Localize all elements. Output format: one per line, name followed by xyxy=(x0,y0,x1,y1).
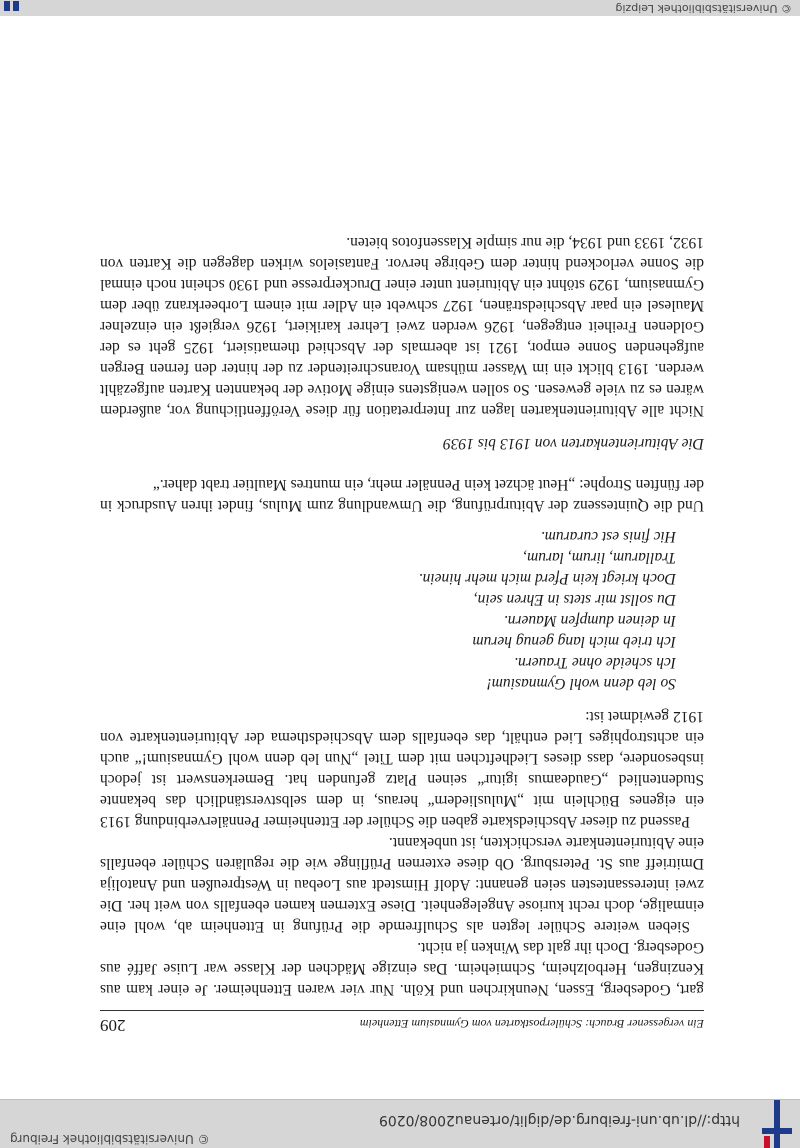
document-url[interactable]: http://dl.ub.uni-freiburg.de/diglit/ortenau2008/0209 xyxy=(378,1112,740,1128)
poem xyxy=(100,526,676,694)
poem-line: Du sollst mir stets in Ehren sein, xyxy=(473,591,676,608)
copyright-notice: © Universitätsbibliothek Freiburg xyxy=(10,1132,210,1146)
poem-line: Doch kriegt kein Pferd mich mehr hinein. xyxy=(418,570,676,587)
viewer-footer xyxy=(0,0,800,16)
paragraph: Sieben weitere Schüler legten als Schulfremde die Prüfung in Ettenheim ab, wohl eine einmalige, doch recht kuriose Angelegenheit. Diese Externen kamen ebenfalls von weit her. Die zwei interessantesten seien genannt: Adolf Himstedt aus Loebau in Westpreußen und Anatolija Dmitrieff aus St. Petersburg. Ob diese externen Prüflinge wie die regulären Schüler ebenfalls eine Abiturientenkarte verschickten, ist unbekannt. xyxy=(100,834,704,935)
poem-line: Trallarum, lirum, larum, xyxy=(523,549,676,566)
poem-line: Hic finis est curarum. xyxy=(540,528,676,545)
page-content xyxy=(100,232,704,1036)
running-head-title: Ein vergessener Brauch: Schülerpostkarten vom Gymnasium Ettenheim xyxy=(359,1017,704,1031)
footer-logo xyxy=(4,0,22,14)
poem-line: Ich trieb mich lang genug herum xyxy=(472,633,676,650)
paragraph: Passend zu dieser Abschiedskarte gaben die Schüler der Ettenheimer Pennälerverbindung 1913 ein eigenes Büchlein mit „Mulusliedern“ heraus, in dem selbstverständlich das bekannte Studentenlied „Gaudeamus igitur“ seinen Platz gefunden hat. Bemerkenswert ist jedoch insbesondere, dass dieses Liedheftchen mit dem Titel „Nun leb denn wohl Gymnasium!“ auch ein achtstrophiges Lied enthält, das ebenfalls dem Abschiedsthema der Abiturientenkarte von 1912 gewidmet ist: xyxy=(100,708,704,830)
viewer-header xyxy=(0,1099,800,1148)
poem-line: Ich scheide ohne Trauern. xyxy=(514,654,676,671)
poem-line: In deinen dumpfen Mauern. xyxy=(503,612,676,629)
section-title: Die Abiturientenkarten von 1913 bis 1939 xyxy=(442,435,704,452)
page-number: 209 xyxy=(100,1016,126,1035)
university-logo xyxy=(756,1100,800,1148)
paragraph: gart, Godesberg, Essen, Neunkirchen und Köln. Nur vier waren Ettenheimer. Je einer kam aus Kenzingen, Herbolzheim, Schmieheim. Das einzige Mädchen der Klasse war Luise Jaffé aus Godesberg. Doch ihr galt das Winken ja nicht. xyxy=(100,939,704,998)
running-head xyxy=(100,1010,704,1036)
footer-copyright: © Universitätsbibliothek Leipzig xyxy=(615,2,792,15)
paragraph: Und die Quintessenz der Abiturprüfung, die Umwandlung zum Mulus, findet ihren Ausdruck in der fünften Strophe: „Heut ächzet kein Pennäler mehr, ein muntres Maultier trabt daher.“ xyxy=(100,476,704,514)
poem-line: So leb denn wohl Gymnasium! xyxy=(486,675,676,692)
paragraph: Nicht alle Abiturientenkarten lagen zur Interpretation für diese Veröffentlichung vor, außerdem wären es zu viele gewesen. So sollen wenigstens einige Motive der bekannten Karten aufgezählt werden. 1913 blickt ein im Wasser mühsam Voranschreitender zu der hinter den fernen Bergen aufgehenden Sonne empor, 1921 ist abermals der Abschied thematisiert, 1925 geht es der Goldenen Freiheit entgegen, 1926 werden zwei Lehrer karikiert, 1926 vergießt ein einzelner Maulesel ein paar Abschiedstränen, 1927 schwebt ein Adler mit einem Lorbeerkranz über dem Gymnasium, 1929 stöhnt ein Abiturient unter einer Druckerpresse und 1930 scheint noch einmal die Sonne verlockend hinter dem Gebirge hervor. Fantasielos wirken dagegen die Karten von 1932, 1933 und 1934, die nur simple Klassenfotos bieten. xyxy=(100,234,704,419)
